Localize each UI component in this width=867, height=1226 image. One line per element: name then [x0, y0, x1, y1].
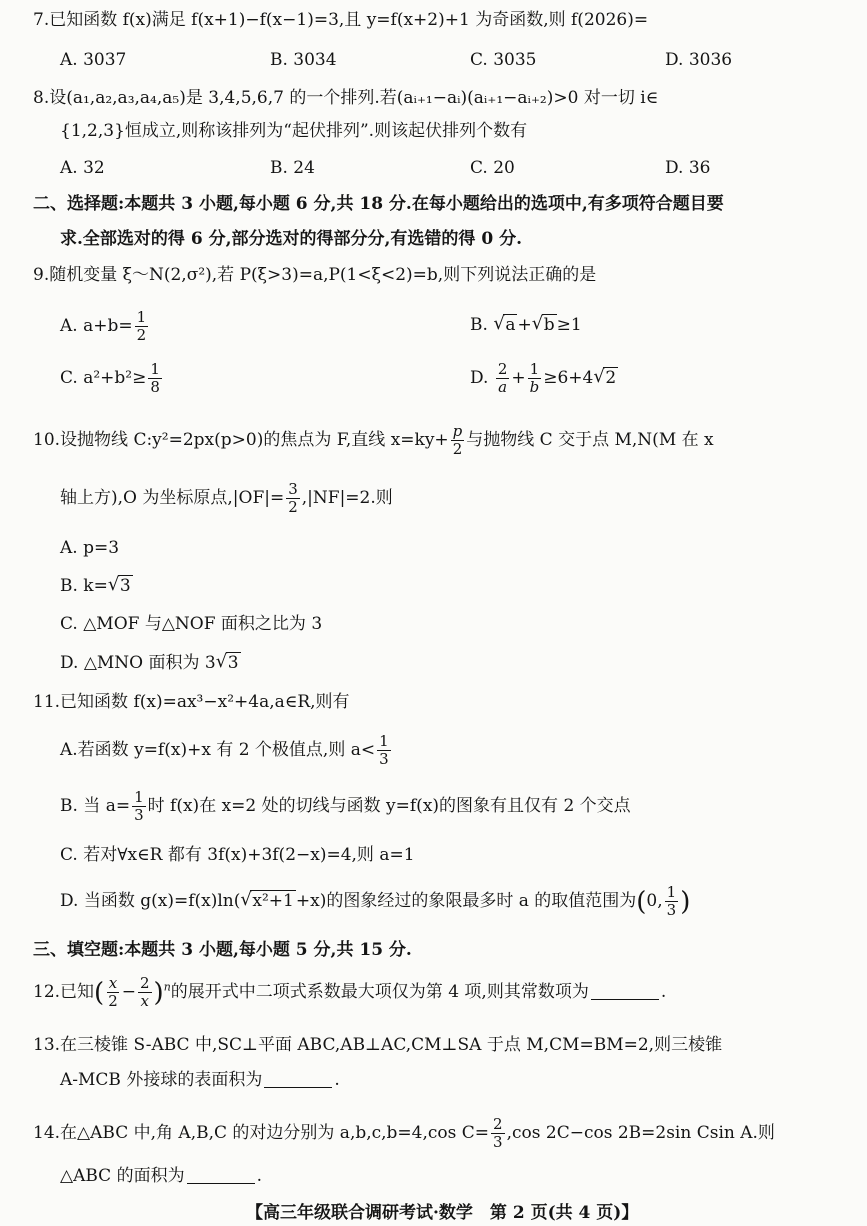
fraction: $\frac{2}{a}$: [497, 360, 508, 396]
answer-blank[interactable]: [264, 1087, 332, 1088]
fraction: $\frac{1}{3}$: [666, 883, 677, 919]
q11-option-d: D. 当函数 g(x)=f(x)ln(√ x²+1 +x)的图象经过的象限最多时 a 的取值范围为(0, $\frac{1}{3}$ ): [60, 885, 690, 918]
fraction: $\frac{1}{3}$: [134, 788, 144, 824]
q7-stem: 7.已知函数 f(x)满足 f(x+1)−f(x−1)=3,且 y=f(x+2)+1 为奇函数,则 f(2026)=: [33, 10, 649, 30]
q8-stem-line1: 8.设(a₁,a₂,a₃,a₄,a₅)是 3,4,5,6,7 的一个排列.若(aᵢ₊₁−aᵢ)(aᵢ₊₁−aᵢ₊₂)>0 对一切 i∈: [33, 88, 659, 108]
fraction: $\frac{2}{x}$: [140, 974, 150, 1010]
q7-option-d: D. 3036: [665, 50, 733, 70]
q9-option-c: C. a²+b²≥ $\frac{1}{8}$: [60, 360, 160, 396]
q12-stem: 12.已知( $\frac{x}{2}$ − $\frac{2}{x}$ )$^n$的展开式中二项式系数最大项仅为第 4 项,则其常数项为 .: [33, 974, 667, 1010]
q7-option-a: A. 3037: [60, 50, 127, 70]
q10-option-d: D. △MNO 面积为 3√ 3: [60, 653, 241, 673]
fraction: $\frac{x}{2}$: [108, 974, 118, 1010]
fraction: $\frac{p}{2}$: [452, 422, 463, 458]
section3-heading: 三、填空题:本题共 3 小题,每小题 5 分,共 15 分.: [33, 940, 412, 960]
q11-stem: 11.已知函数 f(x)=ax³−x²+4a,a∈R,则有: [33, 692, 350, 712]
q8-option-b: B. 24: [270, 158, 315, 178]
sqrt: √ 2: [594, 368, 618, 388]
q10-stem-line2: 轴上方),O 为坐标原点,|OF|= $\frac{3}{2}$ ,|NF|=2.则: [60, 480, 393, 516]
q9-option-a: A. a+b= $\frac{1}{2}$: [60, 308, 147, 344]
q14-stem-line2: △ABC 的面积为 .: [60, 1166, 262, 1186]
sqrt: √ a: [494, 315, 517, 335]
q10-option-a: A. p=3: [60, 538, 120, 558]
fraction: $\frac{1}{8}$: [150, 360, 160, 396]
q10-stem-line1: 10.设抛物线 C:y²=2px(p>0)的焦点为 F,直线 x=ky+ $\frac{p}{2}$ 与抛物线 C 交于点 M,N(M 在 x: [33, 422, 714, 458]
q8-stem-line2: {1,2,3}恒成立,则称该排列为“起伏排列”.则该起伏排列个数有: [60, 121, 528, 141]
q9-stem: 9.随机变量 ξ～N(2,σ²),若 P(ξ>3)=a,P(1<ξ<2)=b,则下列说法正确的是: [33, 265, 597, 285]
q8-option-c: C. 20: [470, 158, 515, 178]
answer-blank[interactable]: [591, 999, 659, 1000]
q13-stem-line1: 13.在三棱锥 S-ABC 中,SC⊥平面 ABC,AB⊥AC,CM⊥SA 于点 M,CM=BM=2,则三棱锥: [33, 1035, 723, 1055]
q8-option-a: A. 32: [60, 158, 105, 178]
page-footer: 【高三年级联合调研考试·数学 第 2 页(共 4 页)】: [246, 1203, 639, 1223]
q7-option-b: B. 3034: [270, 50, 337, 70]
fraction: $\frac{2}{3}$: [493, 1115, 503, 1151]
fraction: $\frac{1}{b}$: [529, 360, 540, 396]
q13-stem-line2: A-MCB 外接球的表面积为 .: [60, 1070, 340, 1090]
fraction: $\frac{1}{2}$: [136, 308, 147, 344]
sqrt: √ x²+1: [241, 891, 295, 911]
q7-option-c: C. 3035: [470, 50, 537, 70]
fraction: $\frac{1}{3}$: [379, 732, 389, 768]
q11-option-c: C. 若对∀x∈R 都有 3f(x)+3f(2−x)=4,则 a=1: [60, 845, 415, 865]
answer-blank[interactable]: [187, 1183, 255, 1184]
q9-option-b: B. √ a +√ b ≥1: [470, 315, 582, 335]
sqrt: √ 3: [109, 576, 133, 596]
sqrt: √ 3: [217, 653, 241, 673]
q14-stem-line1: 14.在△ABC 中,角 A,B,C 的对边分别为 a,b,c,b=4,cos C= $\frac{2}{3}$ ,cos 2C−cos 2B=2sin Csin A.则: [33, 1115, 775, 1151]
section2-heading: 二、选择题:本题共 3 小题,每小题 6 分,共 18 分.在每小题给出的选项中,有多项符合题目要: [33, 194, 724, 214]
sqrt: √ b: [533, 315, 557, 335]
q10-option-b: B. k=√ 3: [60, 576, 133, 596]
q10-option-c: C. △MOF 与△NOF 面积之比为 3: [60, 614, 323, 634]
section2-instructions: 求.全部选对的得 6 分,部分选对的得部分分,有选错的得 0 分.: [60, 229, 523, 249]
q9-option-d: D. $\frac{2}{a}$ + $\frac{1}{b}$ ≥6+4√ 2: [470, 362, 618, 395]
q8-option-d: D. 36: [665, 158, 711, 178]
q11-option-a: A.若函数 y=f(x)+x 有 2 个极值点,则 a< $\frac{1}{3}$: [60, 732, 389, 768]
fraction: $\frac{3}{2}$: [288, 480, 298, 516]
q11-option-b: B. 当 a= $\frac{1}{3}$ 时 f(x)在 x=2 处的切线与函数 y=f(x)的图象有且仅有 2 个交点: [60, 788, 631, 824]
